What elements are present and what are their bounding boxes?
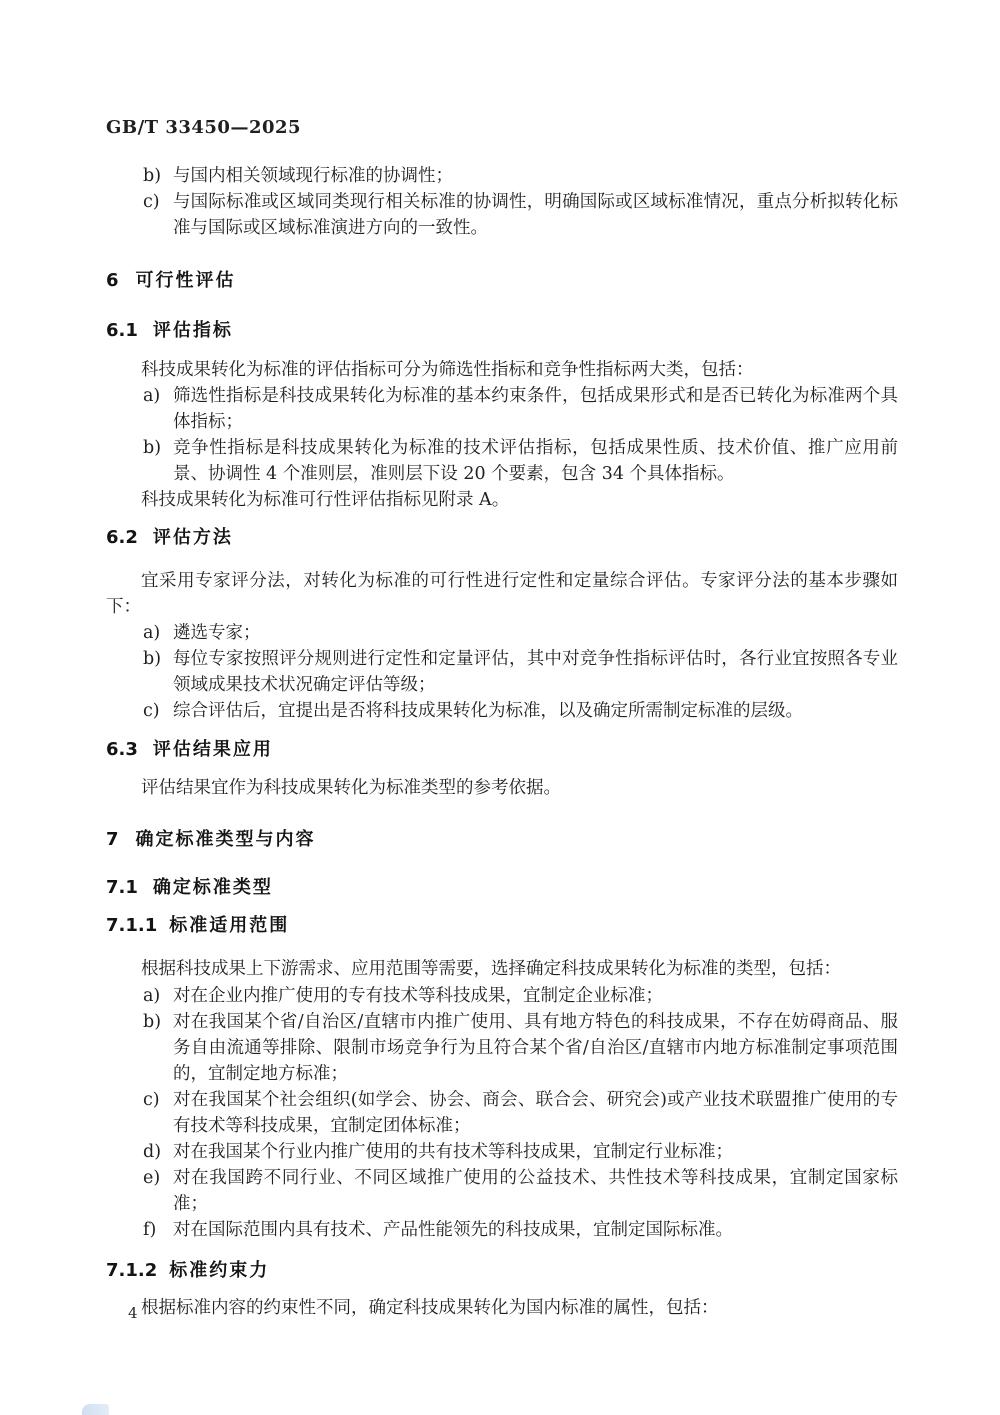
list-item	[106, 983, 898, 1009]
list-item-text: 对在我国某个省/自治区/直辖市内推广使用、具有地方特色的科技成果，不存在妨碍商品、服务自由流通等排除、限制市场竞争行为且符合某个省/自治区/直辖市内地方标准制定事项范围的，宜制定地方标准；	[173, 1012, 898, 1084]
list-item-text: 对在我国某个行业内推广使用的共有技术等科技成果，宜制定行业标准；	[173, 1142, 733, 1162]
list-item	[106, 1087, 898, 1139]
list-item-text: 与国内相关领域现行标准的协调性；	[173, 166, 453, 186]
clause-list-6-1	[106, 383, 898, 487]
paragraph: 宜采用专家评分法，对转化为标准的可行性进行定性和定量综合评估。专家评分法的基本步骤如下：	[106, 571, 898, 617]
list-item-label: c)	[143, 192, 160, 212]
section-heading-7	[106, 827, 898, 853]
clause-list-7-1-1	[106, 983, 898, 1243]
section-heading-6	[106, 268, 898, 294]
paragraph: 评估结果宜作为科技成果转化为标准类型的参考依据。	[141, 778, 561, 798]
list-item-label: b)	[143, 1012, 162, 1032]
section-heading-7-1-2	[106, 1258, 898, 1284]
heading-number: 6.3	[106, 739, 138, 760]
heading-number: 7.1	[106, 877, 138, 898]
list-item-label: f)	[143, 1220, 157, 1240]
list-item-label: a)	[143, 986, 161, 1006]
list-item-label: e)	[143, 1168, 161, 1188]
list-item	[106, 620, 898, 646]
list-item	[106, 646, 898, 698]
heading-title: 标准适用范围	[169, 915, 290, 936]
list-item	[106, 435, 898, 487]
paragraph: 科技成果转化为标准可行性评估指标见附录 A。	[141, 490, 510, 510]
heading-number: 6	[106, 270, 119, 291]
section-heading-7-1-1	[106, 913, 898, 939]
list-item	[106, 698, 898, 724]
section-heading-7-1	[106, 875, 898, 901]
list-item	[106, 1165, 898, 1217]
list-item-text: 对在我国跨不同行业、不同区域推广使用的公益技术、共性技术等科技成果，宜制定国家标准；	[173, 1168, 898, 1214]
heading-title: 确定标准类型与内容	[135, 829, 316, 850]
heading-title: 评估指标	[152, 320, 233, 341]
list-item-label: a)	[143, 386, 161, 406]
list-item-label: b)	[143, 166, 162, 186]
list-item-text: 竞争性指标是科技成果转化为标准的技术评估指标，包括成果性质、技术价值、推广应用前景、协调性 4 个准则层，准则层下设 20 个要素，包含 34 个具体指标。	[173, 438, 898, 484]
paragraph: 根据科技成果上下游需求、应用范围等需要，选择确定科技成果转化为标准的类型，包括：	[141, 959, 841, 979]
list-item-text: 每位专家按照评分规则进行定性和定量评估，其中对竞争性指标评估时，各行业宜按照各专业领域成果技术状况确定评估等级；	[173, 649, 898, 695]
list-item-text: 对在国际范围内具有技术、产品性能领先的科技成果，宜制定国际标准。	[173, 1220, 733, 1240]
list-item-text: 与国际标准或区域同类现行相关标准的协调性，明确国际或区域标准情况，重点分析拟转化标准与国际或区域标准演进方向的一致性。	[173, 192, 898, 238]
list-item-text: 对在企业内推广使用的专有技术等科技成果，宜制定企业标准；	[173, 986, 663, 1006]
page-number: 4	[128, 1304, 138, 1322]
list-item	[106, 189, 898, 241]
corner-scan-mark	[82, 1404, 109, 1415]
clause-list-6-2	[106, 620, 898, 724]
list-item-label: b)	[143, 649, 162, 669]
section-heading-6-2	[106, 525, 898, 551]
paragraph: 科技成果转化为标准的评估指标可分为筛选性指标和竞争性指标两大类，包括：	[141, 360, 754, 380]
heading-title: 标准约束力	[169, 1260, 270, 1281]
heading-number: 7.1.1	[106, 915, 158, 936]
list-item	[106, 163, 898, 189]
doc-code: GB/T 33450—2025	[106, 117, 302, 138]
list-item-label: d)	[143, 1142, 162, 1162]
list-item-text: 遴选专家；	[173, 623, 261, 643]
list-item	[106, 1217, 898, 1243]
heading-number: 6.1	[106, 320, 138, 341]
list-item-label: a)	[143, 623, 161, 643]
section-heading-6-3	[106, 737, 898, 763]
section-heading-6-1	[106, 318, 898, 344]
heading-title: 评估方法	[152, 527, 233, 548]
heading-title: 确定标准类型	[152, 877, 273, 898]
list-item-label: c)	[143, 1090, 160, 1110]
list-item-label: b)	[143, 438, 162, 458]
heading-number: 7.1.2	[106, 1260, 158, 1281]
paragraph: 根据标准内容的约束性不同，确定科技成果转化为国内标准的属性，包括：	[141, 1298, 719, 1318]
list-item-text: 筛选性指标是科技成果转化为标准的基本约束条件，包括成果形式和是否已转化为标准两个具体指标；	[173, 386, 898, 432]
list-item-text: 对在我国某个社会组织(如学会、协会、商会、联合会、研究会)或产业技术联盟推广使用的专有技术等科技成果，宜制定团体标准；	[173, 1090, 898, 1136]
list-item-label: c)	[143, 701, 160, 721]
heading-title: 评估结果应用	[152, 739, 273, 760]
heading-number: 7	[106, 829, 119, 850]
heading-number: 6.2	[106, 527, 138, 548]
clause-list-5x	[106, 163, 898, 241]
heading-title: 可行性评估	[135, 270, 236, 291]
list-item-text: 综合评估后，宜提出是否将科技成果转化为标准，以及确定所需制定标准的层级。	[173, 701, 803, 721]
list-item	[106, 383, 898, 435]
list-item	[106, 1139, 898, 1165]
page-content	[106, 0, 898, 1321]
list-item	[106, 1009, 898, 1087]
